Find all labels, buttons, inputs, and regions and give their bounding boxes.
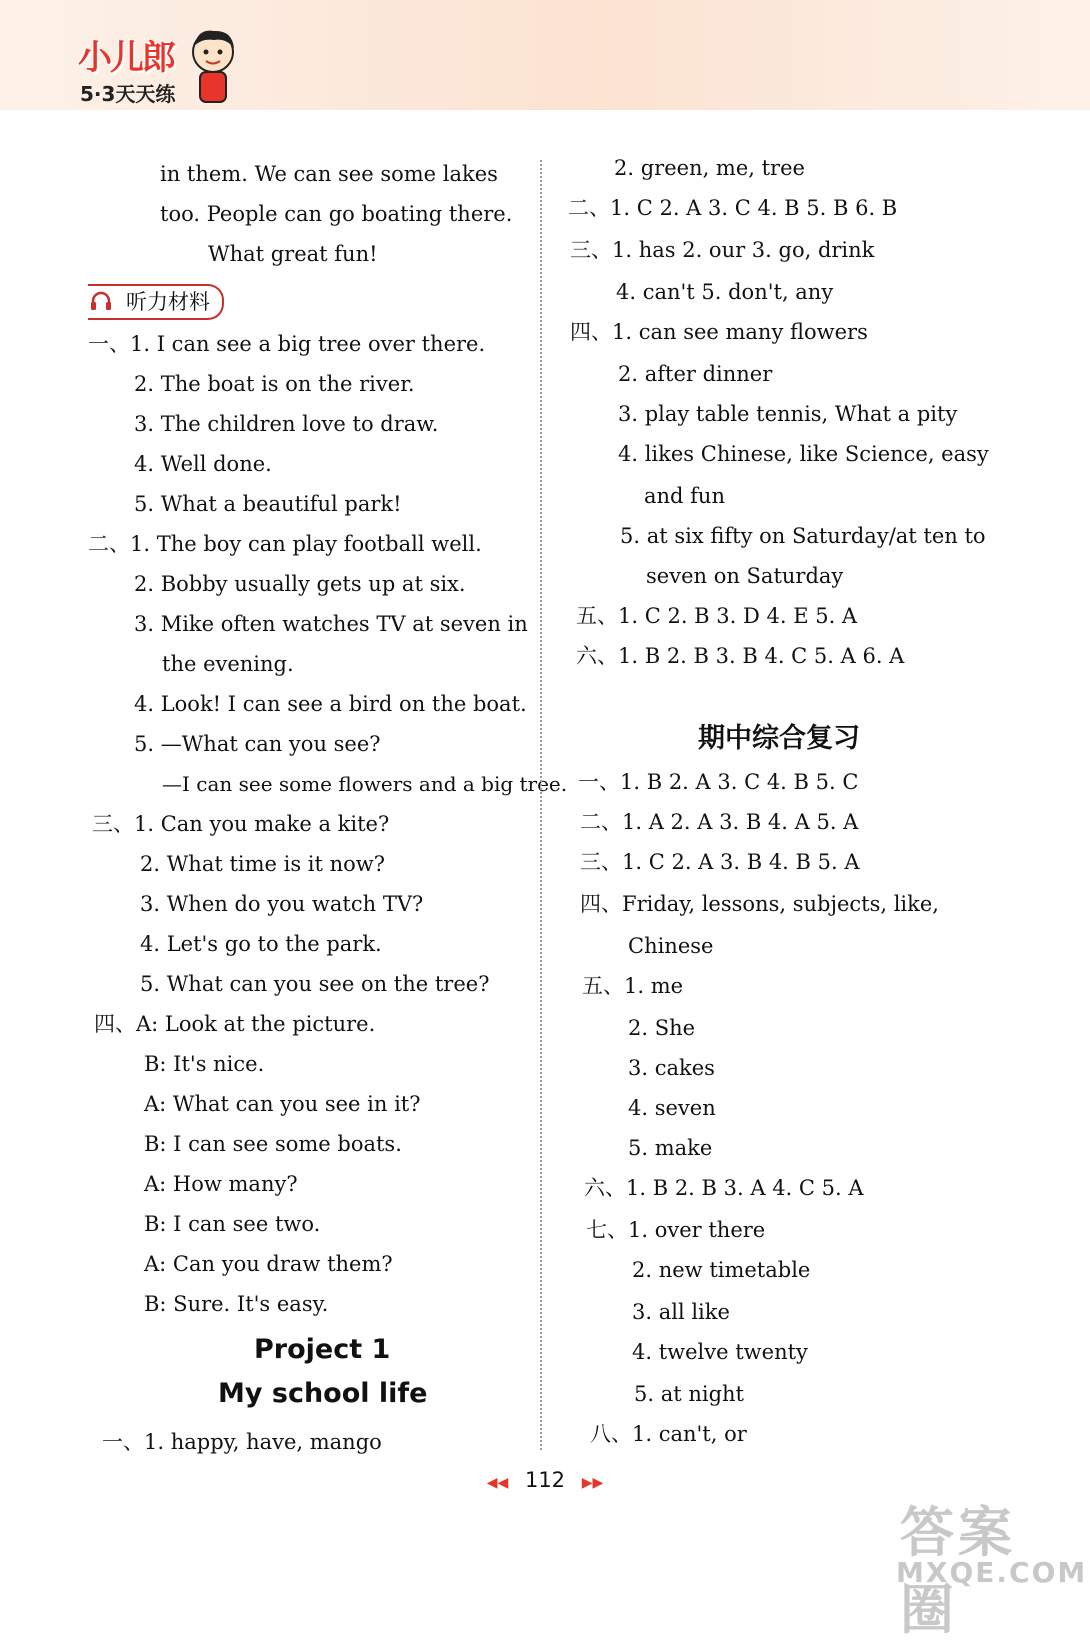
text-line: 四、Friday, lessons, subjects, like, [580, 892, 939, 916]
text-line: 六、1. B 2. B 3. B 4. C 5. A 6. A [576, 644, 905, 668]
text-line: 2. after dinner [618, 362, 773, 386]
text-line: 二、1. The boy can play football well. [88, 532, 482, 556]
column-divider [540, 160, 542, 1450]
text-line: 3. When do you watch TV? [140, 892, 424, 916]
text-line: 四、1. can see many flowers [570, 320, 868, 344]
text-line: 六、1. B 2. B 3. A 4. C 5. A [584, 1176, 864, 1200]
brand-title: 小儿郎 [78, 38, 174, 78]
prev-arrows-icon: ◀◀ [486, 1475, 509, 1491]
mascot-icon [188, 28, 238, 108]
text-line: 七、1. over there [586, 1218, 766, 1242]
text-line: 八、1. can't, or [590, 1422, 747, 1446]
text-line: 3. cakes [628, 1056, 715, 1080]
text-line: the evening. [162, 652, 294, 676]
text-line: 4. Look! I can see a bird on the boat. [134, 692, 527, 716]
text-line: 一、1. I can see a big tree over there. [88, 332, 486, 356]
text-line: 4. can't 5. don't, any [616, 280, 834, 304]
text-line: 五、1. me [582, 974, 684, 998]
page-number-text: 112 [524, 1468, 566, 1492]
text-line: 4. seven [628, 1096, 716, 1120]
text-line: 5. at six fifty on Saturday/at ten to [620, 524, 986, 548]
text-line: 三、1. C 2. A 3. B 4. B 5. A [580, 850, 860, 874]
text-line: 5. at night [634, 1382, 744, 1406]
listening-label-text: 听力材料 [126, 290, 210, 314]
text-line: 4. Well done. [134, 452, 272, 476]
page-number [0, 1468, 1090, 1492]
text-line: 一、1. B 2. A 3. C 4. B 5. C [578, 770, 859, 794]
text-line: 五、1. C 2. B 3. D 4. E 5. A [576, 604, 858, 628]
text-line: A: How many? [144, 1172, 298, 1196]
midterm-title: 期中综合复习 [698, 723, 860, 754]
text-line: 三、1. has 2. our 3. go, drink [570, 238, 875, 262]
text-line: —I can see some flowers and a big tree. [162, 772, 568, 796]
watermark-bottom: MXQE.COM [896, 1556, 1088, 1589]
watermark-top: 答案圈 [900, 1501, 1016, 1641]
text-line: 3. Mike often watches TV at seven in [134, 612, 528, 636]
text-line: 5. make [628, 1136, 713, 1160]
text-line: B: I can see some boats. [144, 1132, 402, 1156]
text-line: 2. Bobby usually gets up at six. [134, 572, 466, 596]
text-line: 3. The children love to draw. [134, 412, 439, 436]
text-line: A: Can you draw them? [144, 1252, 393, 1276]
text-line: 2. green, me, tree [614, 156, 805, 180]
project-subtitle: My school life [218, 1378, 428, 1409]
listening-label [88, 284, 224, 320]
text-line: 2. The boat is on the river. [134, 372, 415, 396]
brand-series: 5·3天天练 [80, 82, 176, 106]
text-line: 3. play table tennis, What a pity [618, 402, 958, 426]
text-line: B: Sure. It's easy. [144, 1292, 329, 1316]
text-line: 5. —What can you see? [134, 732, 381, 756]
text-line: What great fun! [208, 242, 378, 266]
text-line: 4. twelve twenty [632, 1340, 808, 1364]
headphones-icon [90, 291, 112, 311]
text-line: 4. likes Chinese, like Science, easy [618, 442, 989, 466]
project-title: Project 1 [254, 1334, 391, 1365]
text-line: and fun [644, 484, 725, 508]
text-line: too. People can go boating there. [160, 202, 513, 226]
watermark [890, 1490, 1088, 1641]
text-line: 5. What a beautiful park! [134, 492, 402, 516]
text-line: B: I can see two. [144, 1212, 321, 1236]
text-line: 2. She [628, 1016, 696, 1040]
text-line: B: It's nice. [144, 1052, 265, 1076]
text-line: 2. What time is it now? [140, 852, 386, 876]
text-line: 二、1. C 2. A 3. C 4. B 5. B 6. B [568, 196, 898, 220]
text-line: 三、1. Can you make a kite? [92, 812, 390, 836]
text-line: in them. We can see some lakes [160, 162, 498, 186]
text-line: 二、1. A 2. A 3. B 4. A 5. A [580, 810, 859, 834]
text-line: 4. Let's go to the park. [140, 932, 382, 956]
next-arrows-icon: ▶▶ [581, 1475, 604, 1491]
text-line: 3. all like [632, 1300, 730, 1324]
text-line: Chinese [628, 934, 714, 958]
brand-logo [70, 26, 250, 112]
text-line: 四、A: Look at the picture. [94, 1012, 376, 1036]
text-line: seven on Saturday [646, 564, 844, 588]
text-line: 一、1. happy, have, mango [102, 1430, 382, 1454]
text-line: 2. new timetable [632, 1258, 811, 1282]
text-line: A: What can you see in it? [144, 1092, 421, 1116]
text-line: 5. What can you see on the tree? [140, 972, 490, 996]
